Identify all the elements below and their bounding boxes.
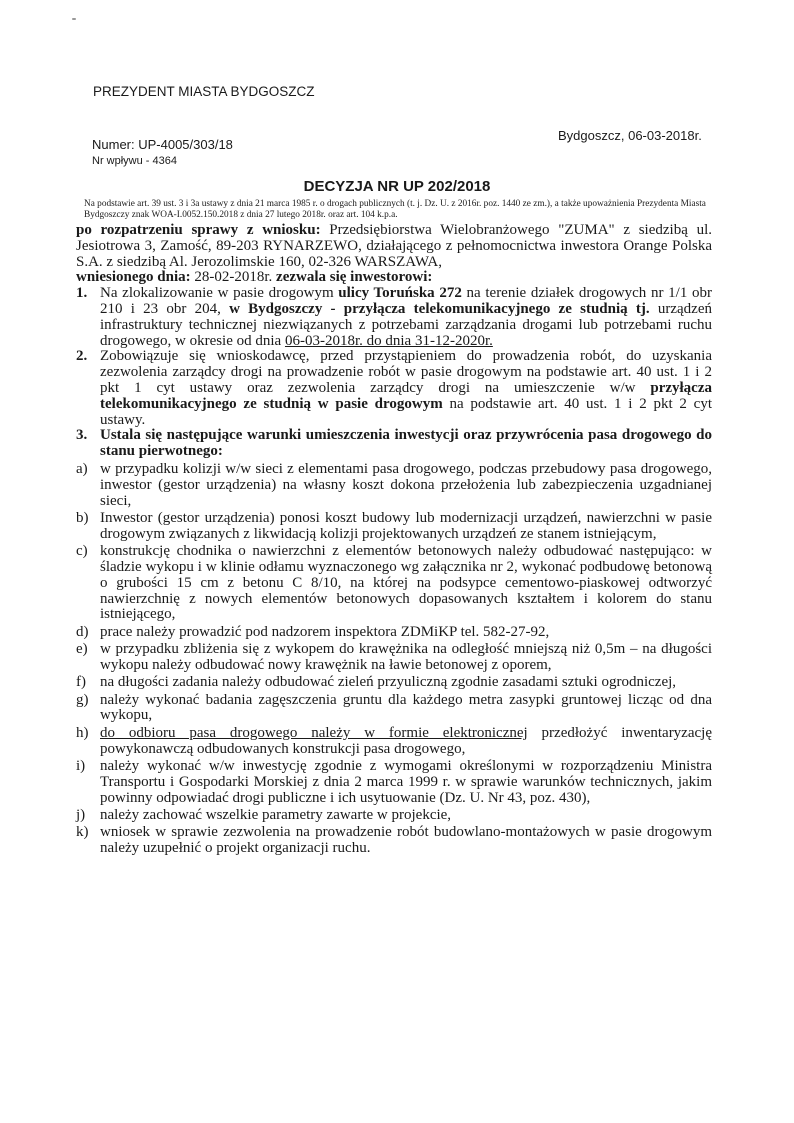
conditions-list bbox=[76, 462, 712, 857]
point-2-object: przyłącza telekomunikacyjnego ze studnią w pasie drogowym bbox=[100, 379, 712, 412]
condition-letter: f) bbox=[76, 674, 86, 691]
case-number-block bbox=[92, 137, 233, 169]
decision-body bbox=[76, 223, 712, 859]
point-1-object: w Bydgoszczy - przyłącza telekomunikacyjnego ze studnią tj. bbox=[229, 300, 650, 317]
point-1-text-b: na terenie działek drogowych nr 1/1 obr 210 i 23 obr 204, bbox=[100, 285, 712, 317]
condition-letter: h) bbox=[76, 724, 89, 741]
condition-item bbox=[76, 642, 712, 674]
point-3 bbox=[76, 428, 712, 460]
condition-text: na długości zadania należy odbudować zieleń przyuliczną zgodnie zasadami sztuki ogrodniczej, bbox=[100, 674, 677, 691]
condition-letter: a) bbox=[76, 460, 88, 477]
condition-text: konstrukcję chodnika o nawierzchni z elementów betonowych należy odbudować następująco: w śladzie wykopu i w klinie odłamu wyznaczonego wg załącznika nr 2, wykonać podbudowę betonową o grubości 15 cm z betonu C 8/10, na której na podsypce cementowo-piaskowej odtworzyć nawierzchnię z nowych elementów betonowych dopasowanych kształtem i kolorem do stanu istniejącego, bbox=[100, 543, 712, 623]
point-2 bbox=[76, 349, 712, 428]
condition-underlined: do odbioru pasa drogowego należy w formie elektronicznej bbox=[100, 724, 528, 741]
decision-points bbox=[76, 286, 712, 460]
issuing-authority: PREZYDENT MIASTA BYDGOSZCZ bbox=[93, 84, 315, 99]
condition-text: w przypadku zbliżenia się z wykopem do krawężnika na odległość mniejszą niż 0,5m – na długości wykopu należy odbudować nowy krawężnik na ławie betonowej z oporem, bbox=[100, 641, 712, 673]
condition-item bbox=[76, 675, 712, 691]
condition-letter: k) bbox=[76, 824, 89, 841]
condition-letter: g) bbox=[76, 691, 89, 708]
point-number: 3. bbox=[76, 427, 88, 444]
point-text bbox=[100, 286, 712, 349]
condition-item bbox=[76, 625, 712, 641]
condition-rest: przedłożyć inwentaryzację powykonawczą odbudowanych konstrukcji pasa drogowego, bbox=[100, 724, 712, 757]
decision-title: DECYZJA NR UP 202/2018 bbox=[303, 178, 491, 195]
intro-paragraph bbox=[76, 223, 712, 270]
condition-text: w przypadku kolizji w/w sieci z elementami pasa drogowego, podczas przebudowy pasa drogowego, inwestor (gestor urządzenia) na własny koszt dokona przełożenia lub zabezpieczenia uzgadnianej sieci, bbox=[100, 460, 712, 509]
intro-lead: po rozpatrzeniu sprawy z wniosku: bbox=[76, 222, 321, 238]
condition-text: należy wykonać badania zagęszczenia gruntu dla każdego metra zasypki gruntowej licząc od dna wykopu, bbox=[100, 691, 712, 724]
condition-text: należy zachować wszelkie parametry zawarte w projekcie, bbox=[100, 807, 452, 824]
point-text bbox=[100, 349, 712, 428]
scan-speck bbox=[72, 18, 76, 20]
point-1-text-a: Na zlokalizowanie w pasie drogowym bbox=[100, 285, 339, 302]
point-1 bbox=[76, 286, 712, 349]
condition-text: należy wykonać w/w inwestycję zgodnie z wymogami określonymi w rozporządzeniu Ministra Transportu i Gospodarki Morskiej z dnia 2 marca 1999 r. w sprawie warunków technicznych, jakim powinny odpowiadać drogi publiczne i ich usytuowanie (Dz. U. Nr 43, poz. 430), bbox=[100, 758, 712, 806]
point-1-text-c: urządzeń infrastruktury technicznej niezwiązanych z potrzebami zarządzania drogami lub potrzebami ruchu drogowego, w okresie od dnia bbox=[100, 300, 712, 349]
condition-text: wniosek w sprawie zezwolenia na prowadzenie robót budowlano-montażowych w pasie drogowym należy uzupełnić o projekt organizacji ruchu. bbox=[100, 824, 712, 857]
case-number: Numer: UP-4005/303/18 bbox=[92, 137, 233, 152]
condition-item bbox=[76, 808, 712, 824]
condition-letter: c) bbox=[76, 543, 88, 560]
point-number: 1. bbox=[76, 285, 88, 302]
condition-item bbox=[76, 693, 712, 725]
condition-letter: e) bbox=[76, 641, 88, 658]
condition-item bbox=[76, 726, 712, 758]
point-3-heading: Ustala się następujące warunki umieszczenia inwestycji oraz przywrócenia pasa drogowego do stanu pierwotnego: bbox=[100, 427, 712, 460]
place-and-date: Bydgoszcz, 06-03-2018r. bbox=[558, 128, 702, 143]
condition-item bbox=[76, 825, 712, 857]
point-1-street: ulicy Toruńska 272 bbox=[338, 285, 462, 302]
point-2-text-a: Zobowiązuje się wnioskodawcę, przed przystąpieniem do prowadzenia robót, do uzyskania zezwolenia zarządcy drogi na prowadzenie robót w pasie drogowym na podstawie art. 40 ust. 1 i 2 pkt 1 cyt ustawy oraz zezwolenia zarządcy drogi na umieszczenie w/w bbox=[100, 348, 712, 396]
condition-item bbox=[76, 544, 712, 623]
condition-text: prace należy prowadzić pod nadzorem inspektora ZDMiKP tel. 582-27-92, bbox=[100, 623, 550, 640]
condition-item bbox=[76, 462, 712, 509]
condition-text: Inwestor (gestor urządzenia) ponosi koszt budowy lub modernizacji urządzeń, nawierzchni w pasie drogowym związanych z likwidacją kolizji projektowanych urządzeń ze stanem istniejącym, bbox=[100, 509, 712, 542]
legal-basis: Na podstawie art. 39 ust. 3 i 3a ustawy z dnia 21 marca 1985 r. o drogach publicznych (t. j. Dz. U. z 2016r. poz. 1440 ze zm.), a także upoważnienia Prezydenta Miasta Bydgoszczy znak WOA-I.0052.150.2018 z dnia 27 lutego 2018r. oraz art. 104 k.p.a. bbox=[84, 199, 706, 220]
intake-number: Nr wpływu - 4364 bbox=[92, 155, 177, 167]
intro-applicant: Przedsiębiorstwa Wielobranżowego "ZUMA" z siedzibą ul. Jesiotrowa 3, Zamość, 89-203 RYNARZEWO, działającego z pełnomocnictwa inwestora Orange Polska S.A. z siedzibą Al. Jerozolimskie 160, 02-326 WARSZAWA, bbox=[76, 222, 712, 270]
condition-letter: b) bbox=[76, 509, 89, 526]
condition-letter: j) bbox=[76, 807, 86, 824]
condition-letter: i) bbox=[76, 758, 86, 775]
condition-item bbox=[76, 759, 712, 806]
filed-date: 28-02-2018r. bbox=[190, 269, 273, 286]
point-number: 2. bbox=[76, 348, 88, 365]
point-2-text-b: na podstawie art. 40 ust. 1 i 2 pkt 2 cyt ustawy. bbox=[100, 395, 713, 428]
filing-line bbox=[76, 270, 712, 286]
condition-text bbox=[100, 726, 712, 758]
grant-clause: zezwala się inwestorowi: bbox=[272, 269, 433, 286]
condition-item bbox=[76, 511, 712, 543]
condition-letter: d) bbox=[76, 623, 89, 640]
point-1-period: 06-03-2018r. do dnia 31-12-2020r. bbox=[284, 332, 493, 349]
filed-label: wniesionego dnia: bbox=[76, 269, 191, 286]
